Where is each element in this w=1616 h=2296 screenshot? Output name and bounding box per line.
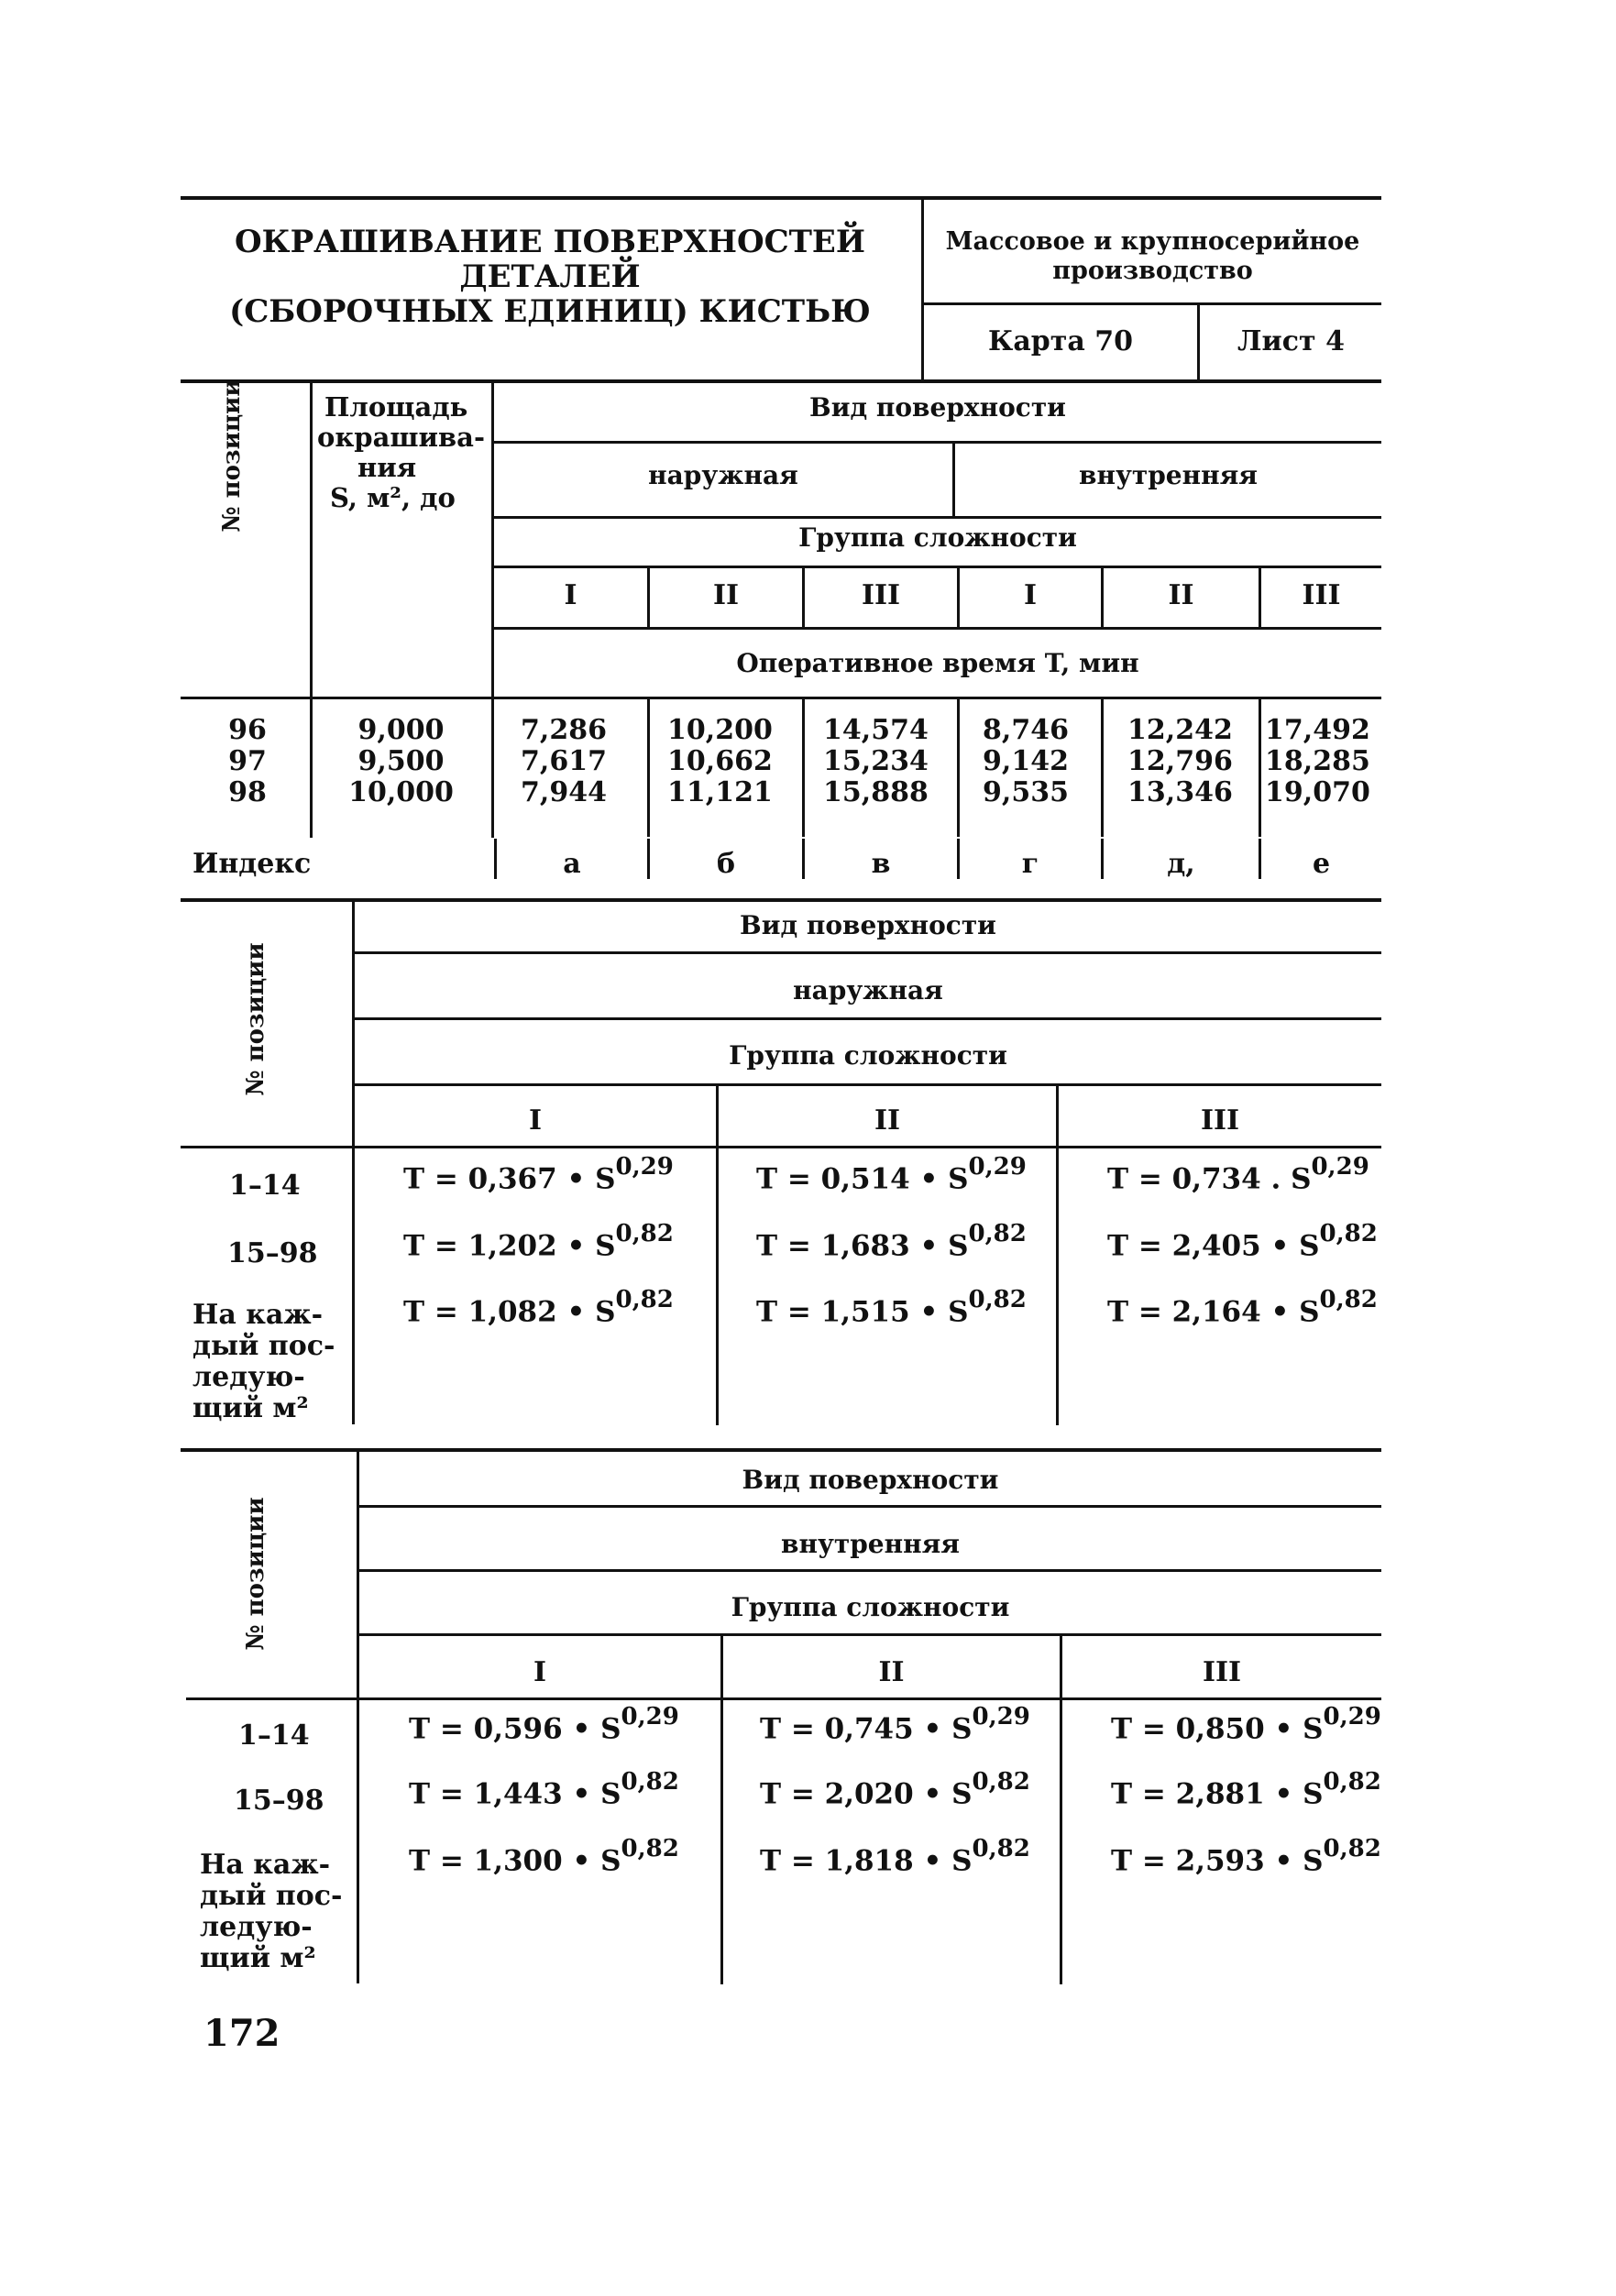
t3-rule-1 <box>359 1505 1381 1508</box>
t1-index-e: е <box>1312 848 1331 880</box>
t2-surface-header: наружная <box>793 975 943 1005</box>
t1-index-d: д, <box>1167 848 1195 880</box>
t2-g-div-1 <box>716 1086 719 1425</box>
t1-index-b: б <box>716 848 735 880</box>
t1-areas: 9,000 9,500 10,000 <box>348 714 454 808</box>
t3-row-label-3: На каж- дый пос- ледую- щий м² <box>200 1849 343 1974</box>
t2-formula-1-2: T = 0,514 • S$^{0,29}$ <box>756 1153 1027 1196</box>
header-mid-rule <box>924 302 1381 305</box>
page-number: 172 <box>203 2012 280 2055</box>
t1-d-div-2 <box>802 699 805 837</box>
t3-rule-2 <box>359 1569 1381 1572</box>
t1-group-3: III <box>861 579 901 611</box>
t3-formula-2-2: T = 2,020 • S$^{0,82}$ <box>760 1768 1030 1811</box>
t3-surface-header: внутренняя <box>781 1529 960 1559</box>
t1-outer-header: наружная <box>648 460 798 490</box>
t2-group-2: II <box>874 1104 901 1137</box>
t2-formula-3-1: T = 1,082 • S$^{0,82}$ <box>403 1286 674 1329</box>
t2-row-label-3: На каж- дый пос- ледую- щий м² <box>192 1299 335 1424</box>
t2-rule-4 <box>181 1146 1381 1148</box>
t3-surface-type-header: Вид поверхности <box>742 1465 999 1495</box>
t1-d-div-4 <box>1101 699 1104 837</box>
t2-g-div-2 <box>1056 1086 1059 1425</box>
t1-col-1: 7,286 7,617 7,944 <box>521 714 607 808</box>
t1-group-6: III <box>1302 579 1341 611</box>
t3-row-label-1: 1–14 <box>238 1719 310 1752</box>
t1-index-g: г <box>1021 848 1039 880</box>
t2-formula-3-2: T = 1,515 • S$^{0,82}$ <box>756 1286 1027 1329</box>
t1-vline-pos <box>310 383 313 838</box>
t1-rule-3 <box>494 566 1381 568</box>
t1-d-div-1 <box>647 699 650 837</box>
sheet-number: Лист 4 <box>1237 325 1345 357</box>
t2-formula-3-3: T = 2,164 • S$^{0,82}$ <box>1107 1286 1378 1329</box>
t2-row-label-2: 15–98 <box>227 1237 318 1269</box>
t3-formula-1-1: T = 0,596 • S$^{0,29}$ <box>409 1703 679 1746</box>
t2-formula-2-2: T = 1,683 • S$^{0,82}$ <box>756 1220 1027 1263</box>
t3-formula-2-1: T = 1,443 • S$^{0,82}$ <box>409 1768 679 1811</box>
t1-col-6: 17,492 18,285 19,070 <box>1265 714 1370 808</box>
t3-formula-1-2: T = 0,745 • S$^{0,29}$ <box>760 1703 1030 1746</box>
t1-col-3: 14,574 15,234 15,888 <box>823 714 929 808</box>
t3-rule-4 <box>186 1697 1381 1700</box>
header-top-rule <box>181 196 1381 200</box>
t2-row-label-1: 1–14 <box>229 1170 301 1202</box>
table1-top-rule <box>181 379 1381 383</box>
document-title: ОКРАШИВАНИЕ ПОВЕРХНОСТЕЙ ДЕТАЛЕЙ (СБОРОЧНЫХ ЕДИНИЦ) КИСТЬЮ <box>229 224 871 330</box>
t2-rule-3 <box>355 1083 1381 1086</box>
t2-group-1: I <box>528 1104 543 1137</box>
t3-position-header: № позиции <box>242 1497 269 1651</box>
t1-d-div-3 <box>957 699 960 837</box>
t2-rule-1 <box>355 951 1381 954</box>
t2-surface-type-header: Вид поверхности <box>740 910 996 940</box>
t1-col-5: 12,242 12,796 13,346 <box>1127 714 1233 808</box>
t3-formula-2-3: T = 2,881 • S$^{0,82}$ <box>1111 1768 1381 1811</box>
t1-rule-1 <box>494 441 1381 444</box>
t1-position-header: № позиции <box>218 379 246 533</box>
t3-complexity-header: Группа сложности <box>731 1592 1010 1622</box>
t3-g-div-1 <box>720 1636 723 1984</box>
t1-rule-2 <box>494 516 1381 519</box>
t2-formula-1-1: T = 0,367 • S$^{0,29}$ <box>403 1153 674 1196</box>
header-divider <box>921 200 924 379</box>
t1-rule-5 <box>181 697 1381 699</box>
t3-rule-3 <box>359 1633 1381 1636</box>
t3-formula-1-3: T = 0,850 • S$^{0,29}$ <box>1111 1703 1381 1746</box>
t1-col-4: 8,746 9,142 9,535 <box>983 714 1069 808</box>
table3-top-rule <box>181 1448 1381 1452</box>
t2-formula-1-3: T = 0,734 . S$^{0,29}$ <box>1107 1153 1369 1196</box>
t1-rule-4 <box>494 627 1381 630</box>
t3-group-1: I <box>533 1656 547 1688</box>
t3-group-2: II <box>878 1656 905 1688</box>
t1-op-time-header: Оперативное время T, мин <box>736 648 1139 678</box>
t2-complexity-header: Группа сложности <box>729 1040 1007 1071</box>
production-type: Массовое и крупносерийное производство <box>945 227 1360 285</box>
t2-rule-2 <box>355 1017 1381 1020</box>
card-number: Карта 70 <box>988 325 1133 357</box>
t3-group-3: III <box>1202 1656 1242 1688</box>
t1-d-div-5 <box>1259 699 1261 837</box>
t2-position-header: № позиции <box>242 942 269 1096</box>
card-sheet-divider <box>1197 305 1200 379</box>
t3-formula-3-2: T = 1,818 • S$^{0,82}$ <box>760 1835 1030 1878</box>
t1-positions: 96 97 98 <box>228 714 267 808</box>
t1-group-5: II <box>1168 579 1194 611</box>
t2-formula-2-1: T = 1,202 • S$^{0,82}$ <box>403 1220 674 1263</box>
t3-g-div-2 <box>1060 1636 1062 1984</box>
t3-formula-3-1: T = 1,300 • S$^{0,82}$ <box>409 1835 679 1878</box>
t1-surface-type-header: Вид поверхности <box>809 392 1066 423</box>
t3-row-label-2: 15–98 <box>234 1785 324 1817</box>
t1-index-label: Индекс <box>192 848 312 880</box>
t1-group-2: II <box>712 579 740 611</box>
t1-col-2: 10,200 10,662 11,121 <box>667 714 773 808</box>
t1-index-v: в <box>871 848 891 880</box>
t1-area-header: Площадь окрашива- ния S, м², до <box>317 391 486 513</box>
t1-group-1: I <box>564 579 577 611</box>
table2-top-rule <box>181 898 1381 902</box>
t2-formula-2-3: T = 2,405 • S$^{0,82}$ <box>1107 1220 1378 1263</box>
t1-index-a: а <box>563 848 581 880</box>
t3-formula-3-3: T = 2,593 • S$^{0,82}$ <box>1111 1835 1381 1878</box>
t1-inner-header: внутренняя <box>1079 460 1258 490</box>
t2-group-3: III <box>1200 1104 1240 1137</box>
t1-complexity-header: Группа сложности <box>798 522 1077 553</box>
t1-group-4: I <box>1023 579 1038 611</box>
